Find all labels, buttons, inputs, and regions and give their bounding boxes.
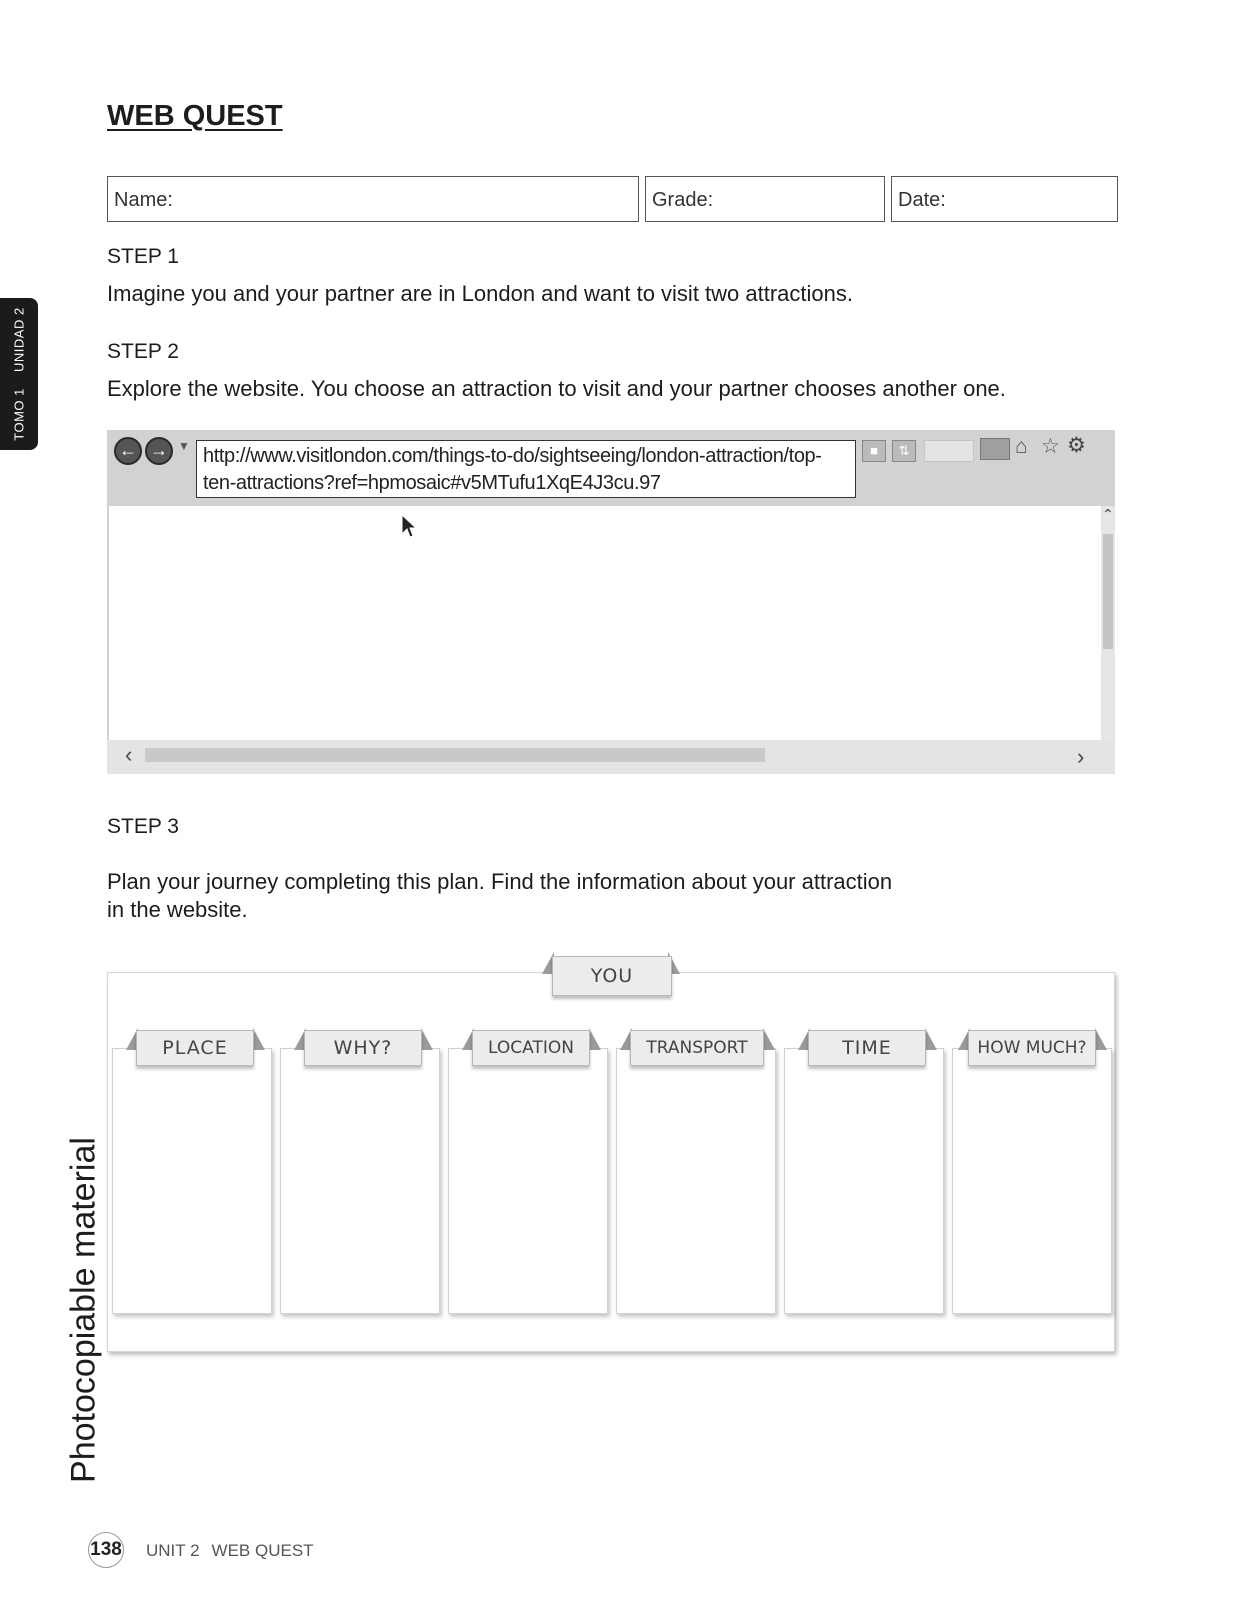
column-header-place: PLACE (136, 1030, 254, 1066)
browser-viewport[interactable] (109, 506, 1101, 740)
date-field[interactable] (891, 176, 1118, 222)
date-label: Date: (898, 189, 946, 211)
page-title: WEB QUEST (107, 100, 283, 132)
step1-label: STEP 1 (107, 245, 179, 268)
browser-window (107, 430, 1115, 774)
lock-icon[interactable]: ■ (862, 440, 886, 462)
step2-text: Explore the website. You choose an attraction to visit and your partner chooses another one. (107, 376, 1006, 401)
step3-text: Plan your journey completing this plan. Find the information about your attraction in the website. (107, 869, 893, 922)
column-header-transport: TRANSPORT (630, 1030, 764, 1066)
search-box[interactable] (924, 440, 974, 462)
plan-column-place[interactable] (112, 1048, 272, 1314)
side-tab-tomo: TOMO 1 (11, 388, 27, 441)
plan-column-time[interactable] (784, 1048, 944, 1314)
grade-field[interactable] (645, 176, 885, 222)
cursor-icon (401, 514, 417, 540)
url-bar[interactable] (196, 440, 856, 498)
plan-column-how-much[interactable] (952, 1048, 1112, 1314)
scroll-left-icon[interactable]: ‹ (125, 742, 133, 767)
refresh-icon[interactable]: ⇅ (892, 440, 916, 462)
scroll-up-icon[interactable]: ⌃ (1102, 506, 1114, 522)
gear-icon[interactable]: ⚙ (1067, 434, 1086, 457)
url-line-2: ten-attractions?ref=hpmosaic#v5MTufu1XqE4J3cu.97 (203, 472, 661, 494)
side-tab (0, 298, 38, 450)
scroll-right-icon[interactable]: › (1077, 744, 1085, 769)
step1-text: Imagine you and your partner are in London and want to visit two attractions. (107, 281, 853, 306)
grade-label: Grade: (652, 189, 714, 211)
toolbar-button[interactable] (980, 438, 1010, 460)
side-tab-unidad: UNIDAD 2 (11, 307, 27, 372)
column-header-time: TIME (808, 1030, 926, 1066)
column-header-why: WHY? (304, 1030, 422, 1066)
you-header: YOU (552, 956, 672, 996)
name-label: Name: (114, 189, 173, 211)
forward-icon[interactable]: → (145, 437, 173, 465)
plan-column-transport[interactable] (616, 1048, 776, 1314)
page-number: 138 (88, 1532, 124, 1568)
step2-label: STEP 2 (107, 340, 179, 363)
footer-section: WEB QUEST (211, 1541, 314, 1560)
footer-unit: UNIT 2 (146, 1541, 200, 1560)
plan-column-why[interactable] (280, 1048, 440, 1314)
horizontal-scroll-thumb[interactable] (145, 748, 765, 762)
plan-column-location[interactable] (448, 1048, 608, 1314)
vertical-scroll-thumb[interactable] (1103, 534, 1113, 649)
home-icon[interactable]: ⌂ (1015, 435, 1028, 458)
column-header-location: LOCATION (472, 1030, 590, 1066)
column-header-how-much: HOW MUCH? (968, 1030, 1096, 1066)
footer (146, 1541, 326, 1561)
star-icon[interactable]: ☆ (1041, 435, 1060, 458)
step3-label: STEP 3 (107, 815, 179, 838)
name-field[interactable] (107, 176, 639, 222)
url-line-1: http://www.visitlondon.com/things-to-do/sightseeing/london-attraction/top- (203, 445, 822, 467)
dropdown-icon[interactable]: ▼ (178, 439, 190, 453)
back-icon[interactable]: ← (114, 437, 142, 465)
